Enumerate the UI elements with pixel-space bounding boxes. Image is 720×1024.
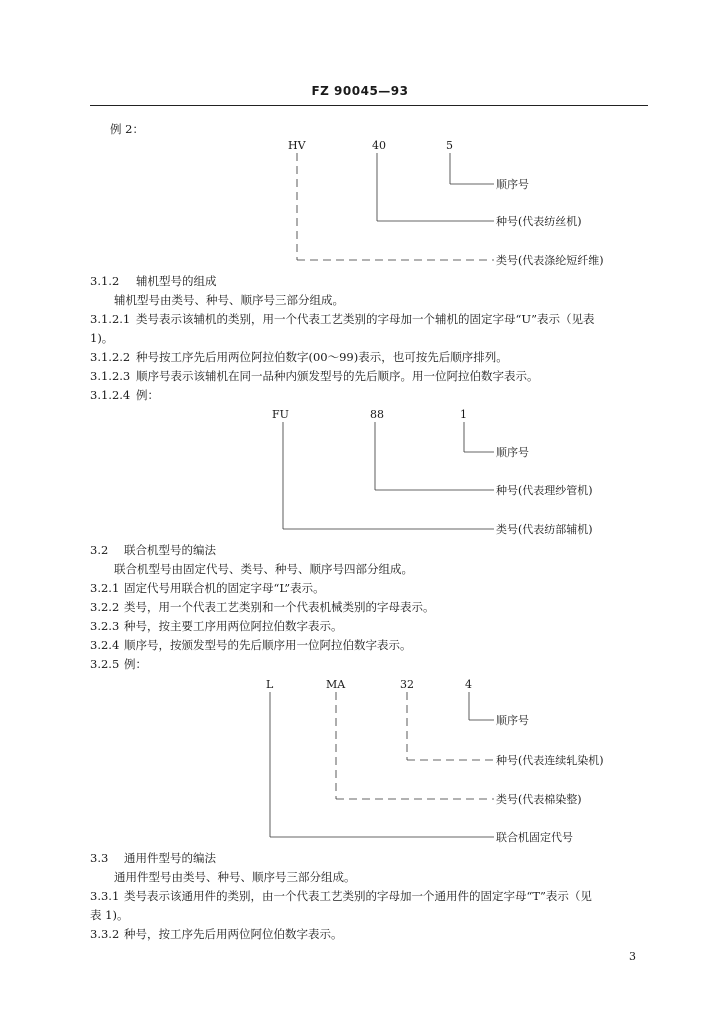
label-class: 类号(代表棉染整) bbox=[496, 793, 582, 806]
section-number: 3.2.3 bbox=[90, 619, 120, 633]
label-sequence: 顺序号 bbox=[496, 178, 529, 191]
section-number: 3.1.2.3 bbox=[90, 369, 131, 383]
section-number: 3.3.2 bbox=[90, 927, 120, 941]
code-5: 5 bbox=[446, 139, 453, 152]
label-kind: 种号(代表理纱管机) bbox=[496, 484, 593, 497]
section-number: 3.1.2 bbox=[90, 274, 120, 288]
section-3-1-2-1 bbox=[90, 312, 594, 326]
code-40: 40 bbox=[372, 139, 386, 152]
code-ma: MA bbox=[326, 678, 346, 691]
example-4-diagram bbox=[0, 675, 720, 845]
label-kind: 种号(代表纺丝机) bbox=[496, 215, 582, 228]
section-3-1-2-heading bbox=[90, 274, 217, 288]
label-sequence: 顺序号 bbox=[496, 714, 529, 727]
section-3-2-5 bbox=[90, 657, 147, 671]
code-l: L bbox=[266, 678, 274, 691]
code-hv: HV bbox=[288, 139, 306, 152]
section-3-3-1 bbox=[90, 889, 592, 903]
section-3-1-2-2 bbox=[90, 350, 508, 364]
code-fu: FU bbox=[272, 408, 289, 421]
paragraph-line: 固定代号用联合机的固定字母“L”表示。 bbox=[124, 581, 325, 595]
example-3-diagram bbox=[0, 405, 720, 535]
section-title: 联合机型号的编法 bbox=[124, 543, 216, 557]
paragraph-line: 类号表示该辅机的类别，用一个代表工艺类别的字母加一个辅机的固定字母“U”表示（见表 bbox=[136, 312, 595, 326]
section-3-1-2-body: 辅机型号由类号、种号、顺序号三部分组成。 bbox=[114, 293, 344, 307]
code-32: 32 bbox=[400, 678, 414, 691]
section-3-2-heading bbox=[90, 543, 216, 557]
section-3-2-4 bbox=[90, 638, 412, 652]
code-4: 4 bbox=[465, 678, 472, 691]
section-3-3-heading bbox=[90, 851, 216, 865]
page-number: 3 bbox=[629, 950, 636, 963]
section-number: 3.2.5 bbox=[90, 657, 120, 671]
section-3-2-1 bbox=[90, 581, 325, 595]
section-3-2-body: 联合机型号由固定代号、类号、种号、顺序号四部分组成。 bbox=[114, 562, 413, 576]
section-3-3-body: 通用件型号由类号、种号、顺序号三部分组成。 bbox=[114, 870, 356, 884]
paragraph-line: 顺序号，按颁发型号的先后顺序用一位阿拉伯数字表示。 bbox=[124, 638, 412, 652]
paragraph-line: 例： bbox=[124, 657, 147, 671]
section-number: 3.2.2 bbox=[90, 600, 120, 614]
code-1: 1 bbox=[460, 408, 467, 421]
example-2-label: 例 2： bbox=[110, 122, 144, 136]
paragraph-line: 种号，按主要工序用两位阿拉伯数字表示。 bbox=[124, 619, 343, 633]
section-3-2-2 bbox=[90, 600, 435, 614]
section-number: 3.3 bbox=[90, 851, 109, 865]
example-2-diagram bbox=[0, 136, 720, 266]
code-88: 88 bbox=[370, 408, 384, 421]
section-number: 3.1.2.2 bbox=[90, 350, 131, 364]
section-3-3-2 bbox=[90, 927, 343, 941]
section-title: 通用件型号的编法 bbox=[124, 851, 216, 865]
paragraph-continuation: 1)。 bbox=[90, 331, 114, 345]
section-number: 3.3.1 bbox=[90, 889, 120, 903]
label-sequence: 顺序号 bbox=[496, 446, 529, 459]
paragraph-line: 种号，按工序先后用两位阿位伯数字表示。 bbox=[124, 927, 343, 941]
section-title: 辅机型号的组成 bbox=[136, 274, 217, 288]
section-number: 3.2.4 bbox=[90, 638, 120, 652]
header-rule bbox=[90, 105, 648, 106]
label-kind: 种号(代表连续轧染机) bbox=[496, 754, 604, 767]
paragraph-line: 类号表示该通用件的类别，由一个代表工艺类别的字母加一个通用件的固定字母“T”表示（见 bbox=[124, 889, 592, 903]
section-number: 3.2 bbox=[90, 543, 109, 557]
section-number: 3.2.1 bbox=[90, 581, 120, 595]
paragraph-line: 种号按工序先后用两位阿拉伯数字(00～99)表示，也可按先后顺序排列。 bbox=[136, 350, 508, 364]
standard-code: FZ 90045—93 bbox=[311, 84, 409, 98]
paragraph-line: 例： bbox=[136, 388, 159, 402]
section-number: 3.1.2.1 bbox=[90, 312, 131, 326]
section-3-1-2-4 bbox=[90, 388, 159, 402]
paragraph-continuation: 表 1)。 bbox=[90, 908, 129, 922]
section-3-1-2-3 bbox=[90, 369, 539, 383]
section-number: 3.1.2.4 bbox=[90, 388, 131, 402]
section-3-2-3 bbox=[90, 619, 343, 633]
paragraph-line: 顺序号表示该辅机在同一品种内颁发型号的先后顺序。用一位阿拉伯数字表示。 bbox=[136, 369, 539, 383]
label-class: 类号(代表纺部辅机) bbox=[496, 523, 593, 536]
paragraph-line: 类号，用一个代表工艺类别和一个代表机械类别的字母表示。 bbox=[124, 600, 435, 614]
label-class: 类号(代表涤纶短纤维) bbox=[496, 254, 604, 267]
label-fixed-code: 联合机固定代号 bbox=[496, 831, 573, 844]
